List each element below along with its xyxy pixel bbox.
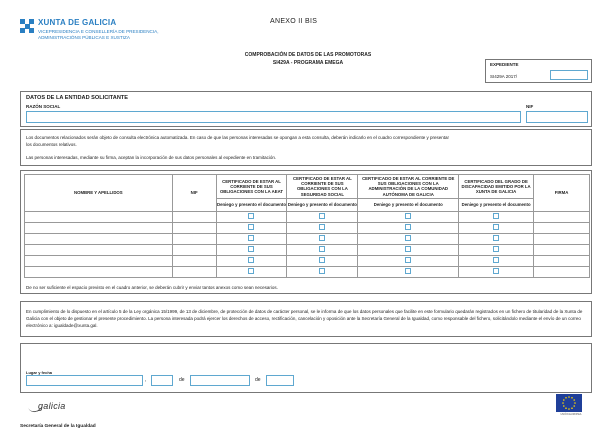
name-cell[interactable]: [25, 211, 173, 222]
nif-cell[interactable]: [172, 255, 216, 266]
aeat-check: [216, 222, 287, 233]
lugar-input[interactable]: [26, 375, 143, 386]
checkbox[interactable]: [405, 257, 411, 263]
disc-check: [459, 266, 534, 277]
sub-header-ss: Deniego y presento el documento: [287, 198, 358, 211]
day-input[interactable]: [151, 375, 173, 386]
checkbox[interactable]: [493, 235, 499, 241]
admin-check: [358, 233, 459, 244]
notice-line-3: Las personas interesadas, mediante su firma, aceptan la incorporación de sus datos personales al expediente en tramitación.: [26, 155, 277, 160]
eu-star: [563, 399, 565, 401]
eu-star: [563, 405, 565, 407]
name-cell[interactable]: [25, 233, 173, 244]
admin-check: [358, 222, 459, 233]
table-row: [25, 255, 590, 266]
checkbox[interactable]: [405, 213, 411, 219]
eu-star: [565, 397, 567, 399]
xunta-emblem-icon: [20, 19, 34, 33]
logo-subtitle-1: VICEPRESIDENCIA E CONSELLERÍA DE PRESIDENCIA,: [38, 29, 159, 34]
legal-line-2: formulario quedarán registrados en un fichero de titularidad de la Xunta de Galicia con el objeto de gestionar el presente procedimiento. La persona interesada podrá ejercer los derechos de acceso, rectificación,: [26, 309, 583, 321]
disc-check: [459, 255, 534, 266]
col-header-admin: CERTIFICADO DE ESTAR AL CORRIENTE DE SUS OBLIGACIONES CON LA ADMINISTRACIÓN DE LA COMUNIDAD AUTÓNOMA DE GALICIA: [358, 175, 459, 199]
expediente-box: [485, 59, 592, 83]
de-separator-1: de: [179, 377, 185, 383]
checkbox[interactable]: [405, 224, 411, 230]
ss-check: [287, 211, 358, 222]
checkbox[interactable]: [405, 235, 411, 241]
ss-check: [287, 244, 358, 255]
checkbox[interactable]: [319, 246, 325, 252]
notice-line-1: Los documentos relacionados serán objeto de consulta electrónica automatizada. En caso de que las personas interesadas se opongan a esta consulta, deberán indicarlo en el cuadro correspondiente y presentar: [26, 135, 450, 140]
checkbox[interactable]: [493, 246, 499, 252]
name-cell[interactable]: [25, 266, 173, 277]
aeat-check: [216, 266, 287, 277]
col-header-ss: CERTIFICADO DE ESTAR AL CORRIENTE DE SUS OBLIGACIONES CON LA SEGURIDAD SOCIAL: [287, 175, 358, 199]
footer-department: Secretaría General de la Igualdad: [20, 424, 96, 429]
aeat-check: [216, 255, 287, 266]
logo-title: XUNTA DE GALICIA: [38, 18, 117, 27]
checkbox[interactable]: [319, 224, 325, 230]
xunta-logo: [20, 18, 159, 41]
eu-star: [568, 408, 570, 410]
aeat-check: [216, 211, 287, 222]
checkbox[interactable]: [319, 235, 325, 241]
month-input[interactable]: [190, 375, 250, 386]
checkbox[interactable]: [493, 257, 499, 263]
form-title-line-1: COMPROBACIÓN DE DATOS DE LAS PROMOTORAS: [244, 52, 372, 58]
disc-check: [459, 244, 534, 255]
galicia-logo: galicia: [38, 401, 66, 411]
checkbox[interactable]: [248, 257, 254, 263]
expediente-input[interactable]: [550, 70, 588, 80]
sub-header-admin: Deniego y presento el documento: [358, 198, 459, 211]
eu-label: UNIÓN EUROPEA: [560, 413, 582, 416]
table-row: [25, 266, 590, 277]
eu-star: [571, 407, 573, 409]
firma-cell[interactable]: [534, 244, 590, 255]
entity-title: DATOS DE LA ENTIDAD SOLICITANTE: [26, 95, 129, 101]
firma-cell[interactable]: [534, 266, 590, 277]
col-header-name: NOMBRE Y APELLIDOS: [25, 175, 173, 212]
checkbox[interactable]: [405, 246, 411, 252]
razon-social-input[interactable]: [26, 111, 521, 123]
checkbox[interactable]: [493, 213, 499, 219]
ss-check: [287, 222, 358, 233]
sub-header-aeat: Deniego y presento el documento: [216, 198, 287, 211]
checkbox[interactable]: [319, 257, 325, 263]
eu-flag-icon: [556, 394, 582, 412]
disc-check: [459, 233, 534, 244]
legal-section: [20, 301, 592, 337]
firma-cell[interactable]: [534, 211, 590, 222]
name-cell[interactable]: [25, 222, 173, 233]
disc-check: [459, 222, 534, 233]
disc-check: [459, 211, 534, 222]
nif-cell[interactable]: [172, 222, 216, 233]
firma-cell[interactable]: [534, 255, 590, 266]
promoters-section: [20, 170, 592, 294]
form-title: [208, 51, 408, 67]
aeat-check: [216, 233, 287, 244]
admin-check: [358, 255, 459, 266]
checkbox[interactable]: [248, 268, 254, 274]
nif-label: NIF: [526, 104, 534, 109]
legal-text: [26, 308, 588, 329]
table-row: [25, 233, 590, 244]
nif-cell[interactable]: [172, 266, 216, 277]
year-input[interactable]: [266, 375, 294, 386]
checkbox[interactable]: [248, 224, 254, 230]
logo-subtitle-2: ADMINISTRACIÓNS PÚBLICAS E XUSTIZA: [38, 35, 130, 40]
col-header-firma: FIRMA: [534, 175, 590, 212]
admin-check: [358, 244, 459, 255]
checkbox[interactable]: [248, 213, 254, 219]
nif-input[interactable]: [526, 111, 588, 123]
lugar-fecha-label: Lugar y fecha: [26, 370, 53, 375]
sub-header-disc: Deniego y presento el documento: [459, 198, 534, 211]
ss-check: [287, 266, 358, 277]
de-separator-2: de: [255, 377, 261, 383]
annex-title: ANEXO II BIS: [270, 18, 318, 25]
form-title-line-2: SI429A - PROGRAMA EMEGA: [272, 60, 344, 66]
eu-star: [568, 396, 570, 398]
eu-star: [573, 399, 575, 401]
aeat-check: [216, 244, 287, 255]
ss-check: [287, 233, 358, 244]
legal-line-1: En cumplimiento de lo dispuesto en el artículo 5 de la Ley orgánica 15/1999, de 13 de diciembre, de protección de datos de carácter personal, se le informa de que los datos personales que facilite en este: [26, 309, 433, 314]
table-row: [25, 211, 590, 222]
eu-star: [573, 405, 575, 407]
firma-cell[interactable]: [534, 222, 590, 233]
checkbox[interactable]: [493, 224, 499, 230]
checkbox[interactable]: [319, 268, 325, 274]
checkbox[interactable]: [493, 268, 499, 274]
eu-star: [574, 402, 576, 404]
table-row: [25, 244, 590, 255]
col-header-nif: NIF: [172, 175, 216, 212]
notice-section: [20, 129, 592, 166]
admin-check: [358, 266, 459, 277]
eu-star: [571, 397, 573, 399]
eu-star: [565, 407, 567, 409]
admin-check: [358, 211, 459, 222]
promoters-table-body: [25, 211, 590, 277]
checkbox[interactable]: [319, 213, 325, 219]
expediente-label: EXPEDIENTE: [490, 62, 519, 67]
col-header-disc: CERTIFICADO DEL GRADO DE DISCAPACIDAD EMITIDO POR LA XUNTA DE GALICIA: [459, 175, 534, 199]
checkbox[interactable]: [248, 235, 254, 241]
nif-cell[interactable]: [172, 244, 216, 255]
eu-star: [562, 402, 564, 404]
entity-section: [20, 91, 592, 127]
checkbox[interactable]: [248, 246, 254, 252]
expediente-code: SI429A 2017/: [490, 74, 518, 79]
name-cell[interactable]: [25, 255, 173, 266]
table-note: De no ser suficiente el espacio previsto en el cuadro anterior, se deberán cubrir y enviar tantos anexos como sean necesarios.: [26, 285, 278, 290]
firma-cell[interactable]: [534, 233, 590, 244]
col-header-aeat: CERTIFICADO DE ESTAR AL CORRIENTE DE SUS OBLIGACIONES CON LA AEAT: [216, 175, 287, 199]
checkbox[interactable]: [405, 268, 411, 274]
promoters-table: [24, 174, 590, 278]
razon-social-label: RAZÓN SOCIAL: [26, 104, 61, 109]
comma-separator: ,: [145, 377, 147, 383]
signature-section: [20, 343, 592, 393]
notice-line-2: los documentos relativos.: [26, 142, 77, 147]
table-row: [25, 222, 590, 233]
name-cell[interactable]: [25, 244, 173, 255]
nif-cell[interactable]: [172, 211, 216, 222]
ss-check: [287, 255, 358, 266]
legal-line-3: cancelación y oposición ante la Secretaría General de la Igualdad, como responsable del fichero, solicitándolo mediante el envío de un correo electrónico a: igualdade@xunta.gal.: [26, 316, 581, 328]
nif-cell[interactable]: [172, 233, 216, 244]
